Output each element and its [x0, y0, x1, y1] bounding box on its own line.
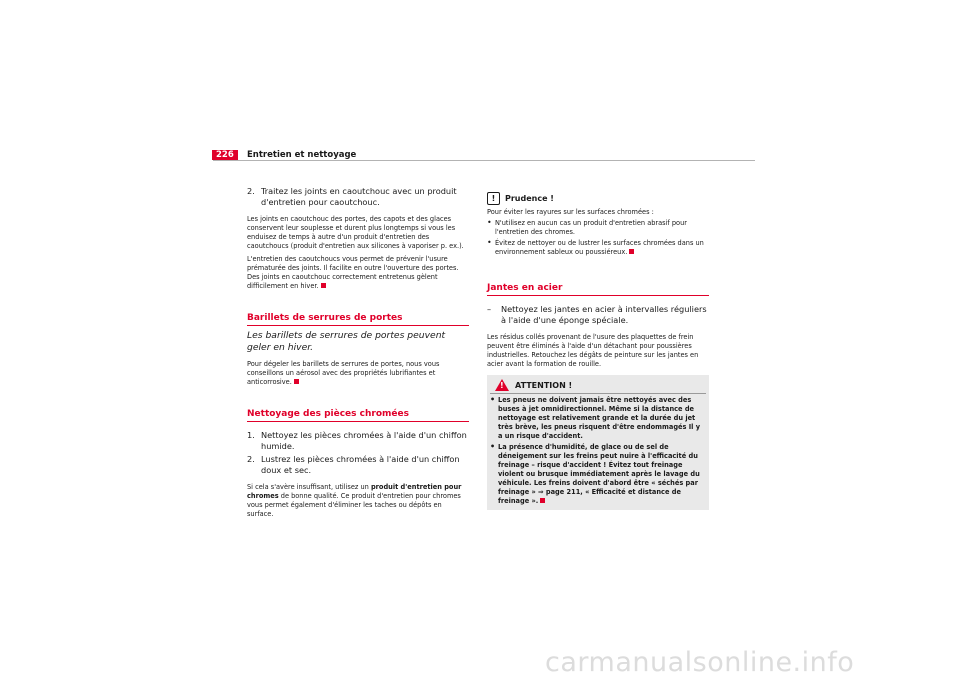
caution-bullet — [487, 219, 709, 237]
body-text — [247, 215, 469, 291]
step-item — [487, 304, 709, 325]
step-item — [247, 186, 469, 207]
bullet-text-content: La présence d'humidité, de glace ou de sel de déneigement sur les freins peut nuire à l'efficacité du freinage – risque d'accident ! Évitez tout freinage violent ou brusque immédiatement après le lavage du véhicule. Les freins doivent d'abord être « séchés par freinage » ⇒ page 211, « Efficacité et distance de freinage ». — [498, 443, 700, 505]
right-column — [487, 192, 709, 510]
end-of-section-marker — [294, 379, 299, 384]
caution-icon: ! — [487, 192, 500, 205]
bullet-text-content: Évitez de nettoyer ou de lustrer les surfaces chromées dans un environnement sableux ou poussiéreux. — [495, 239, 704, 256]
bullet-icon: • — [487, 218, 492, 227]
section-title: Jantes en acier — [487, 283, 709, 296]
section-subtitle: Les barillets de serrures de portes peuvent geler en hiver. — [247, 330, 446, 353]
end-of-section-marker — [540, 498, 545, 503]
caution-intro: Pour éviter les rayures sur les surfaces chromées : — [487, 208, 654, 216]
step-dash: – — [487, 304, 492, 314]
warning-title: ATTENTION ! — [515, 380, 573, 390]
page-number: 226 — [212, 150, 238, 160]
warning-triangle-icon — [495, 379, 509, 391]
bullet-text: Les pneus ne doivent jamais être nettoyés avec des buses à jet omnidirectionnel. Même si la distance de nettoyage est relativement grande et la durée du jet très brève, les pneus risquent d'être endommagés Il y a un risque d'accident. — [498, 396, 701, 440]
body-text — [247, 483, 469, 519]
paragraph-text: L'entretien des caoutchoucs vous permet de prévenir l'usure prématurée des joints. Il facilite en outre l'ouverture des portes. Des joints en caoutchouc correctement entretenus gèlent difficilement en hiver. — [247, 255, 459, 290]
bullet-text — [495, 239, 709, 257]
paragraph-text: Pour dégeler les barillets de serrures de portes, nous vous conseillons un aérosol avec des propriétés lubrifiantes et anticorrosive. — [247, 360, 440, 386]
step-number: 2. — [247, 186, 255, 196]
warning-heading — [490, 379, 706, 394]
warning-bullet — [490, 443, 706, 506]
paragraph — [247, 483, 469, 519]
bullet-text — [498, 443, 706, 506]
paragraph: Les joints en caoutchouc des portes, des capots et des glaces conservent leur souplesse et durent plus longtemps si vous les enduisez de temps à autre d'un produit d'entretien des caoutchoucs (produit d'entretien aux silicones à vaporiser p. ex.). — [247, 215, 464, 250]
step-number: 2. — [247, 454, 255, 464]
bullet-icon: • — [487, 238, 492, 247]
step-list — [247, 430, 469, 475]
step-text: Lustrez les pièces chromées à l'aide d'un chiffon doux et sec. — [261, 454, 460, 475]
end-of-section-marker — [321, 283, 326, 288]
body-text — [247, 360, 469, 387]
bullet-text: N'utilisez en aucun cas un produit d'entretien abrasif pour l'entretien des chromes. — [495, 219, 687, 236]
caution-heading — [487, 192, 709, 205]
end-of-section-marker — [629, 249, 634, 254]
bullet-icon: • — [490, 395, 496, 404]
step-text: Traitez les joints en caoutchouc avec un produit d'entretien pour caoutchouc. — [261, 186, 457, 207]
step-text: Nettoyez les pièces chromées à l'aide d'un chiffon humide. — [261, 430, 467, 451]
chapter-title: Entretien et nettoyage — [247, 150, 357, 160]
caution-bullet — [487, 239, 709, 257]
bold-term: produit d'entretien pour chromes — [247, 483, 462, 500]
warning-box — [487, 375, 709, 510]
paragraph: Les résidus collés provenant de l'usure des plaquettes de frein peuvent être éliminés à l'aide d'un détachant pour poussières industrielles. Retouchez les dégâts de peinture sur les jantes en acier avant la formation de rouille. — [487, 333, 699, 368]
paragraph — [247, 360, 469, 387]
caution-title: Prudence ! — [505, 194, 554, 203]
caution-body — [487, 208, 709, 257]
step-item — [247, 454, 469, 475]
left-column — [247, 186, 469, 523]
bullet-icon: • — [490, 442, 496, 451]
paragraph-text: Si cela s'avère insuffisant, utilisez un — [247, 483, 371, 491]
watermark: carmanualsonline.info — [545, 647, 855, 678]
step-item — [247, 430, 469, 451]
step-number: 1. — [247, 430, 255, 440]
warning-icon-glyph: ! — [500, 381, 504, 390]
step-text: Nettoyez les jantes en acier à intervalles réguliers à l'aide d'une éponge spéciale. — [501, 304, 707, 325]
body-text — [487, 333, 709, 369]
section-title: Barillets de serrures de portes — [247, 313, 469, 326]
paragraph-text: de bonne qualité. Ce produit d'entretien pour chromes vous permet également d'éliminer les taches ou dépôts en surface. — [247, 492, 461, 518]
warning-bullet — [490, 396, 706, 441]
section-title: Nettoyage des pièces chromées — [247, 409, 469, 422]
paragraph — [247, 255, 469, 291]
